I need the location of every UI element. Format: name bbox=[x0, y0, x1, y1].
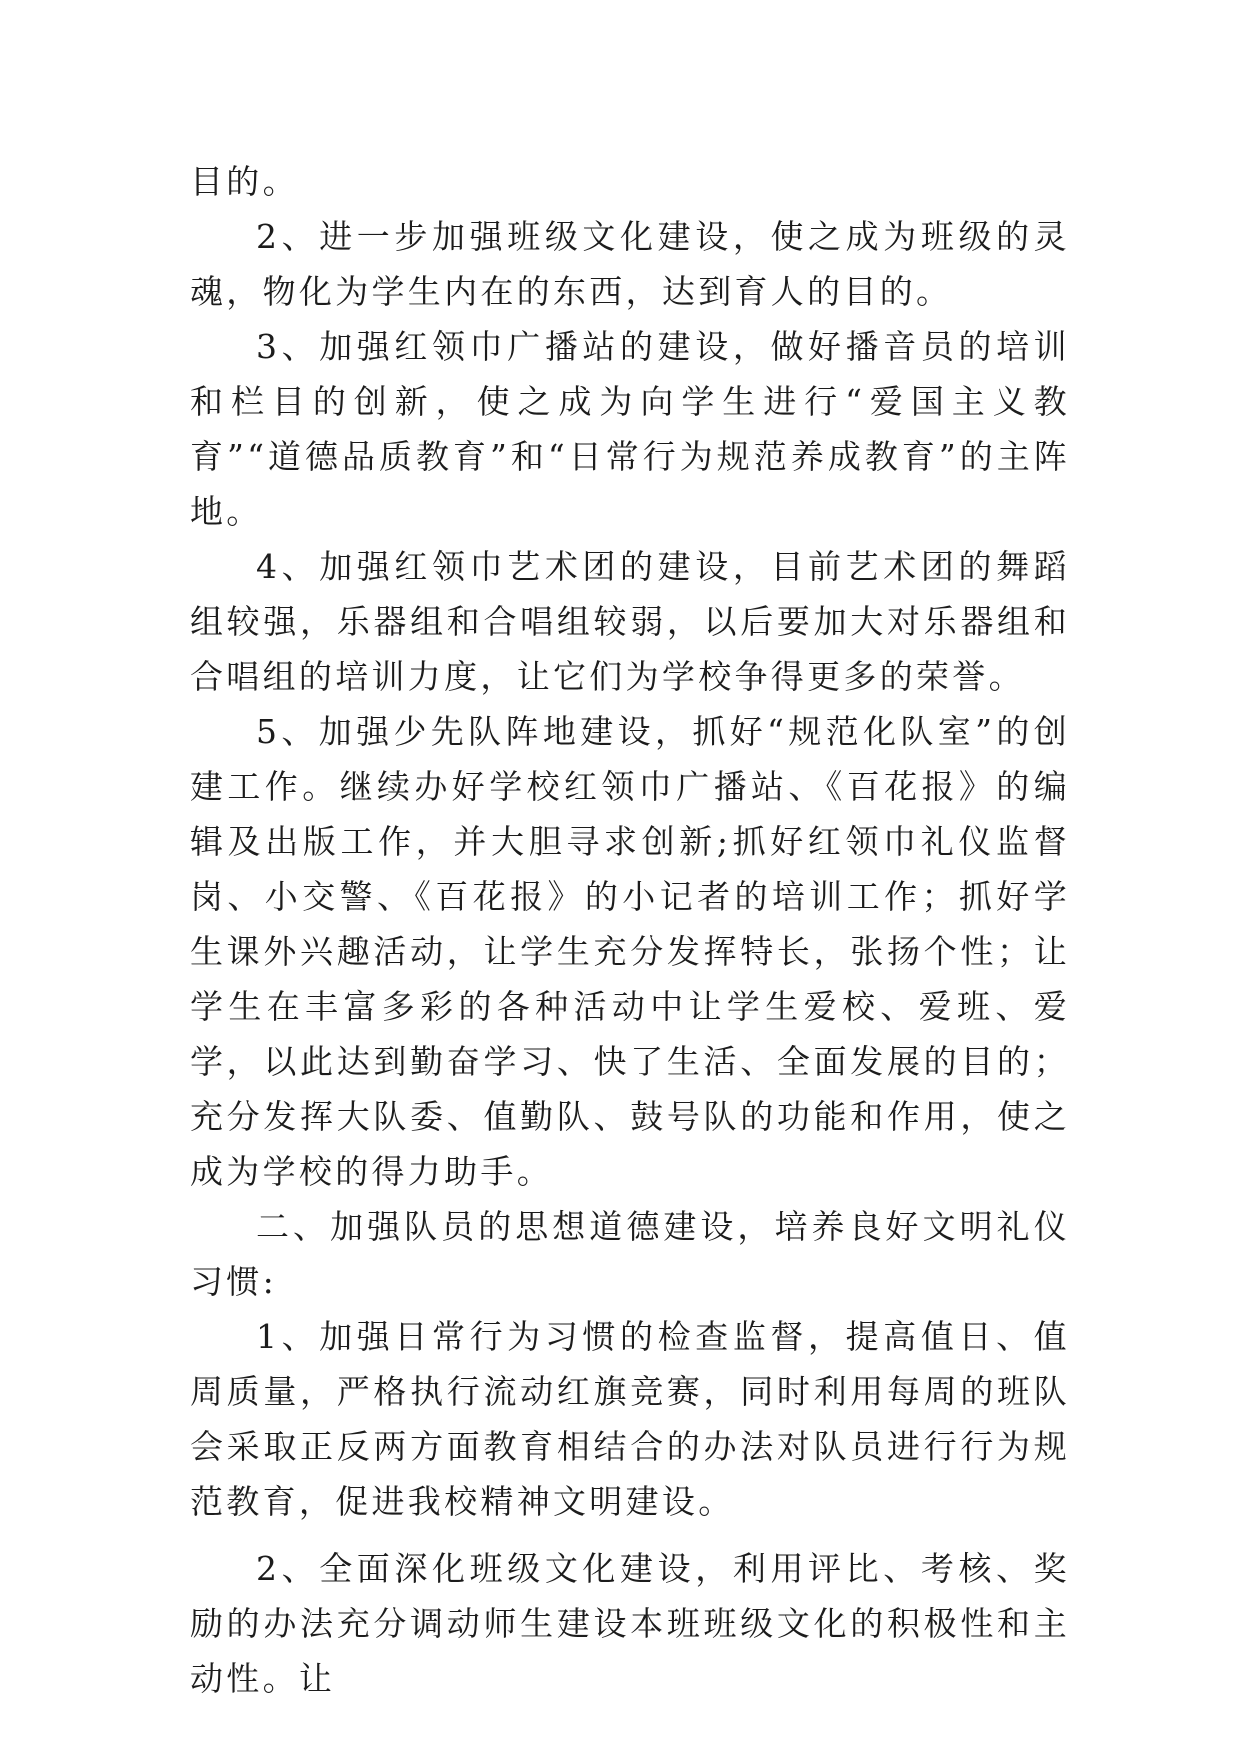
paragraph-4: 4、加强红领巾艺术团的建设，目前艺术团的舞蹈组较强，乐器组和合唱组较弱，以后要加大对乐器组和合唱组的培训力度，让它们为学校争得更多的荣誉。 bbox=[190, 547, 1070, 696]
paragraph-5: 5、加强少先队阵地建设，抓好“规范化队室”的创建工作。继续办好学校红领巾广播站、《百花报》的编辑及出版工作，并大胆寻求创新;抓好红领巾礼仪监督岗、小交警、《百花报》的小记者的培训工作；抓好学生课外兴趣活动，让学生充分发挥特长，张扬个性；让学生在丰富多彩的各种活动中让学生爱校、爱班、爱学，以此达到勤奋学习、快了生活、全面发展的目的；充分发挥大队委、值勤队、鼓号队的功能和作用，使之成为学校的得力助手。 bbox=[190, 712, 1070, 1191]
paragraph-6: 1、加强日常行为习惯的检查监督，提高值日、值周质量，严格执行流动红旗竞赛，同时利用每周的班队会采取正反两方面教育相结合的办法对队员进行行为规范教育，促进我校精神文明建设。 bbox=[190, 1317, 1070, 1521]
paragraph-1: 目的。 bbox=[190, 162, 299, 201]
paragraph-gap bbox=[190, 1529, 1070, 1541]
document-body bbox=[190, 154, 1070, 1706]
paragraph-3: 3、加强红领巾广播站的建设，做好播音员的培训和栏目的创新，使之成为向学生进行“爱国主义教育”“道德品质教育”和“日常行为规范养成教育”的主阵地。 bbox=[190, 327, 1070, 531]
paragraph-7: 2、全面深化班级文化建设，利用评比、考核、奖励的办法充分调动师生建设本班班级文化的积极性和主动性。让 bbox=[190, 1549, 1070, 1698]
section-heading-2: 二、加强队员的思想道德建设，培养良好文明礼仪习惯: bbox=[190, 1207, 1070, 1301]
paragraph-2: 2、进一步加强班级文化建设，使之成为班级的灵魂，物化为学生内在的东西，达到育人的目的。 bbox=[190, 217, 1070, 311]
